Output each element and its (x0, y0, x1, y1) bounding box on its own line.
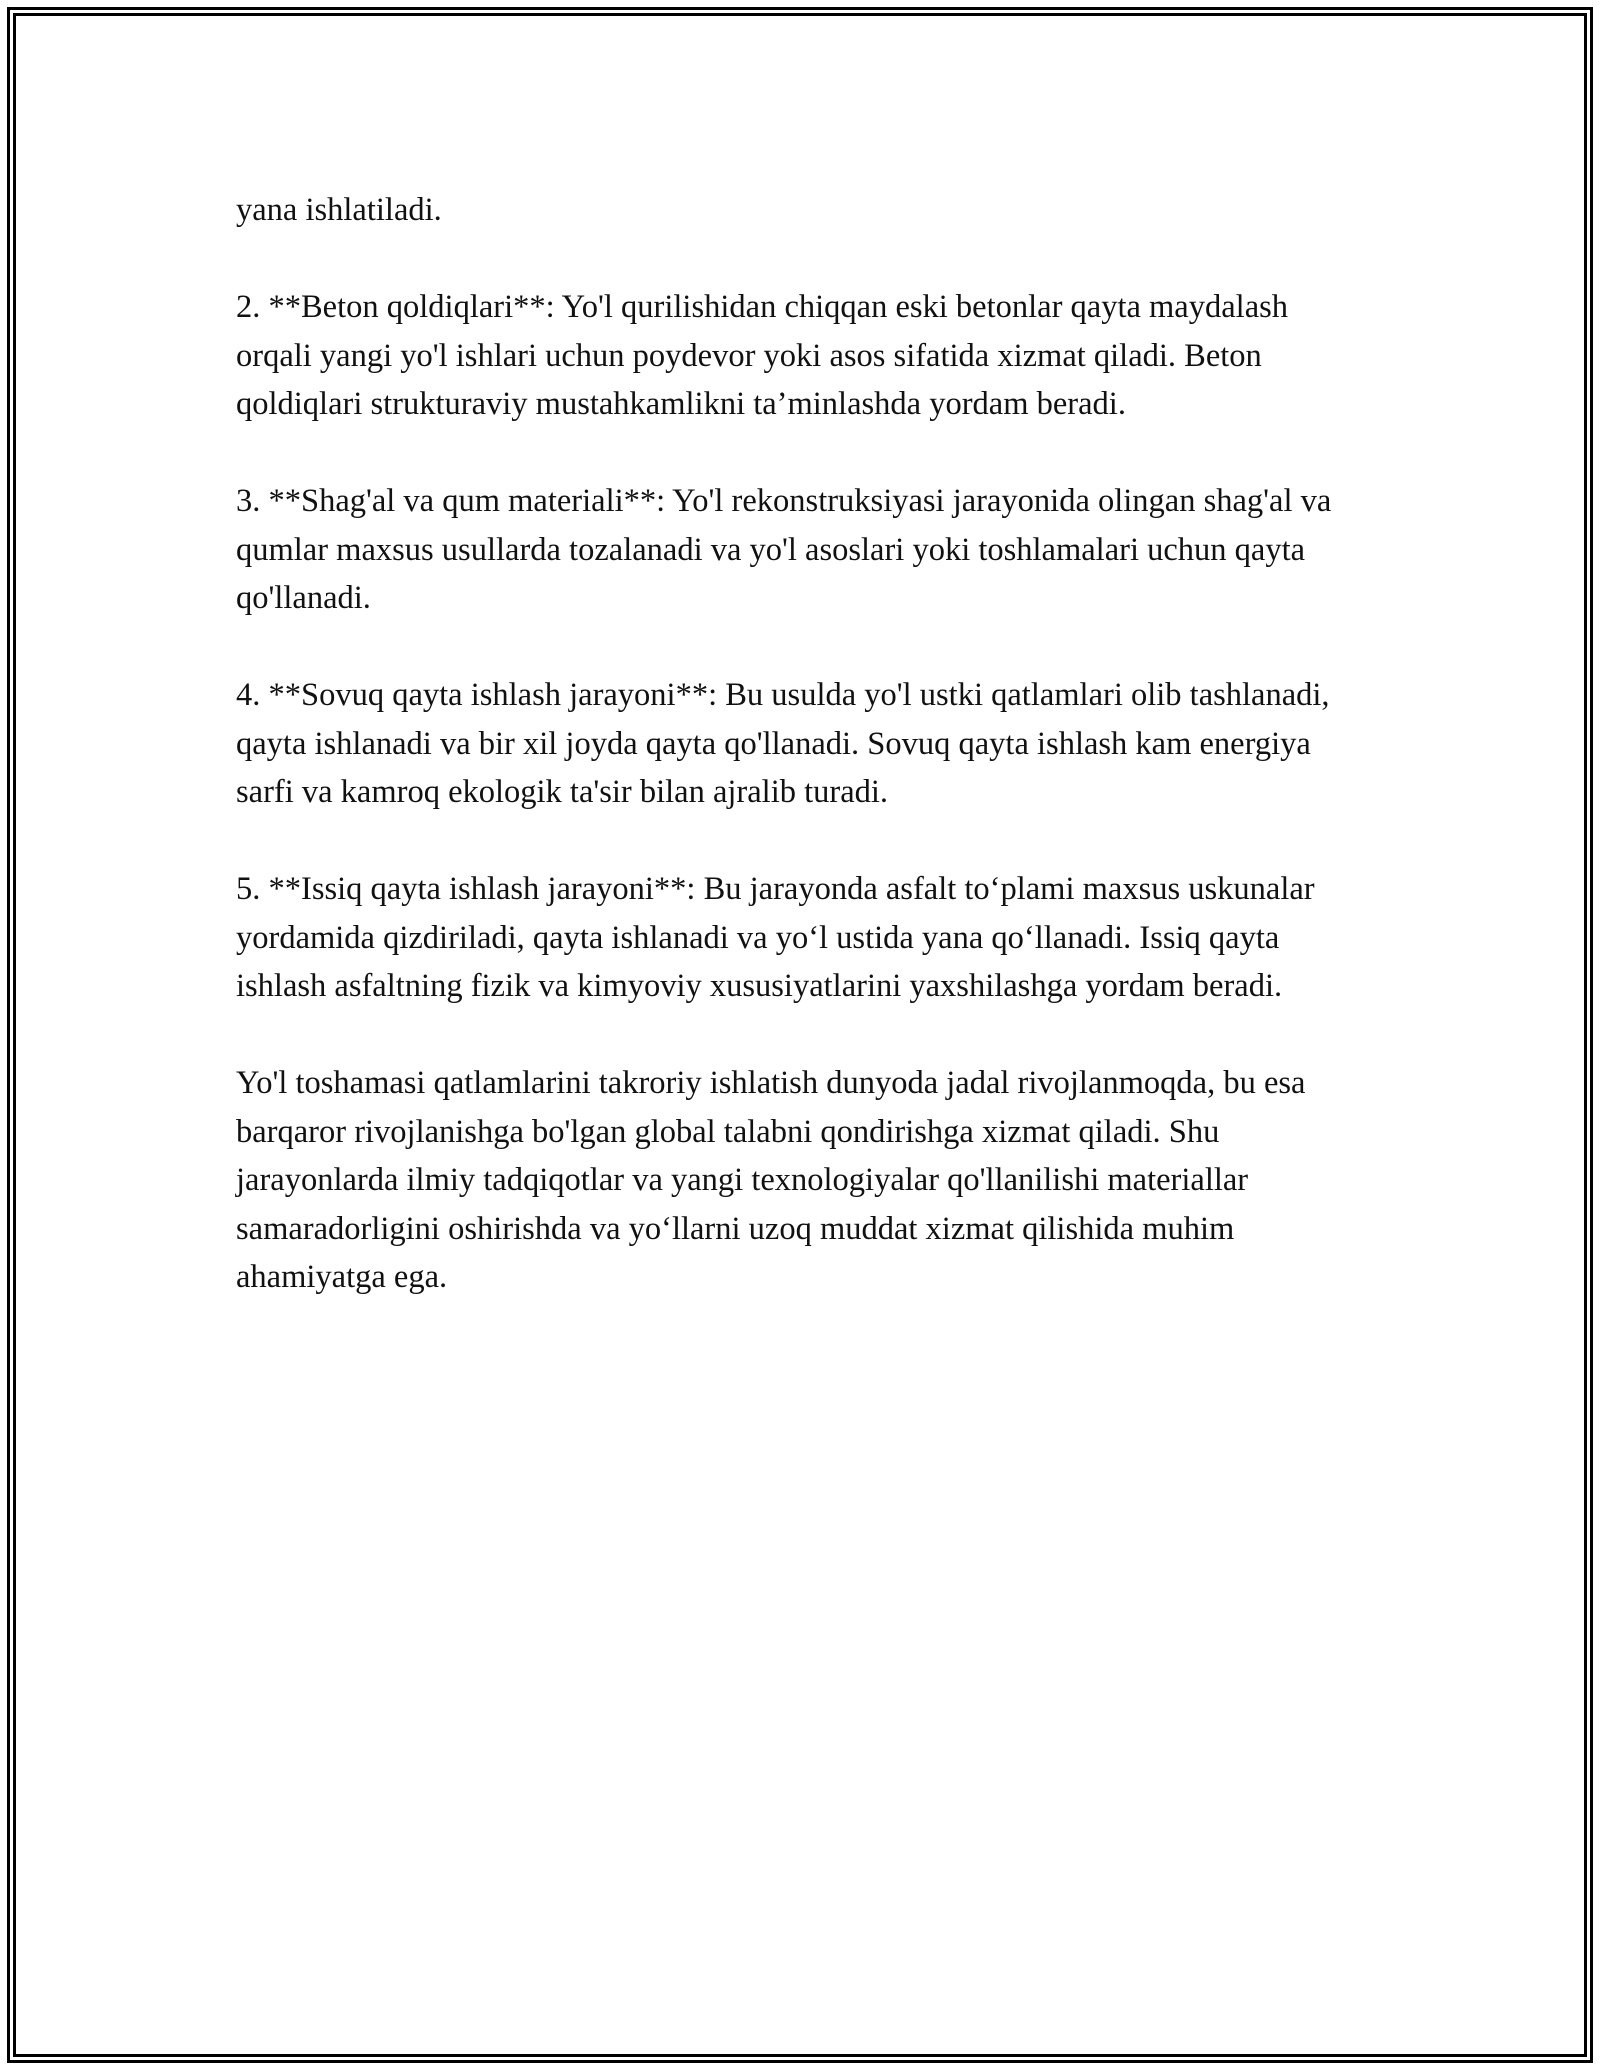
paragraph-conclusion: Yo'l toshamasi qatlamlarini takroriy ishlatish dunyoda jadal rivojlanmoqda, bu esa barqaror rivojlanishga bo'lgan global talabni qondirishga xizmat qiladi. Shu jarayonlarda ilmiy tadqiqotlar va yangi texnologiyalar qo'llanilishi materiallar samaradorligini oshirishda va yo‘llarni uzoq muddat xizmat qilishida muhim ahamiyatga ega. (236, 1065, 1306, 1295)
paragraph-item-4: 4. **Sovuq qayta ishlash jarayoni**: Bu usulda yo'l ustki qatlamlari olib tashlanadi, qayta ishlanadi va bir xil joyda qayta qo'llanadi. Sovuq qayta ishlash kam energiya sarfi va kamroq ekologik ta'sir bilan ajralib turadi. (236, 677, 1330, 810)
paragraph-item-2: 2. **Beton qoldiqlari**: Yo'l qurilishidan chiqqan eski betonlar qayta maydalash orqali yangi yo'l ishlari uchun poydevor yoki asos sifatida xizmat qiladi. Beton qoldiqlari strukturaviy mustahkamlikni ta’minlashda yordam beradi. (236, 289, 1289, 422)
paragraph-item-3: 3. **Shag'al va qum materiali**: Yo'l rekonstruksiyasi jarayonida olingan shag'al va qumlar maxsus usullarda tozalanadi va yo'l asoslari yoki toshlamalari uchun qayta qo'llanadi. (236, 483, 1332, 616)
paragraph-continuation: yana ishlatiladi. (236, 192, 442, 228)
paragraph-item-5: 5. **Issiq qayta ishlash jarayoni**: Bu jarayonda asfalt to‘plami maxsus uskunalar yordamida qizdiriladi, qayta ishlanadi va yo‘l ustida yana qo‘llanadi. Issiq qayta ishlash asfaltning fizik va kimyoviy xususiyatlarini yaxshilashga yordam beradi. (236, 871, 1315, 1004)
document-body (236, 186, 1366, 1350)
